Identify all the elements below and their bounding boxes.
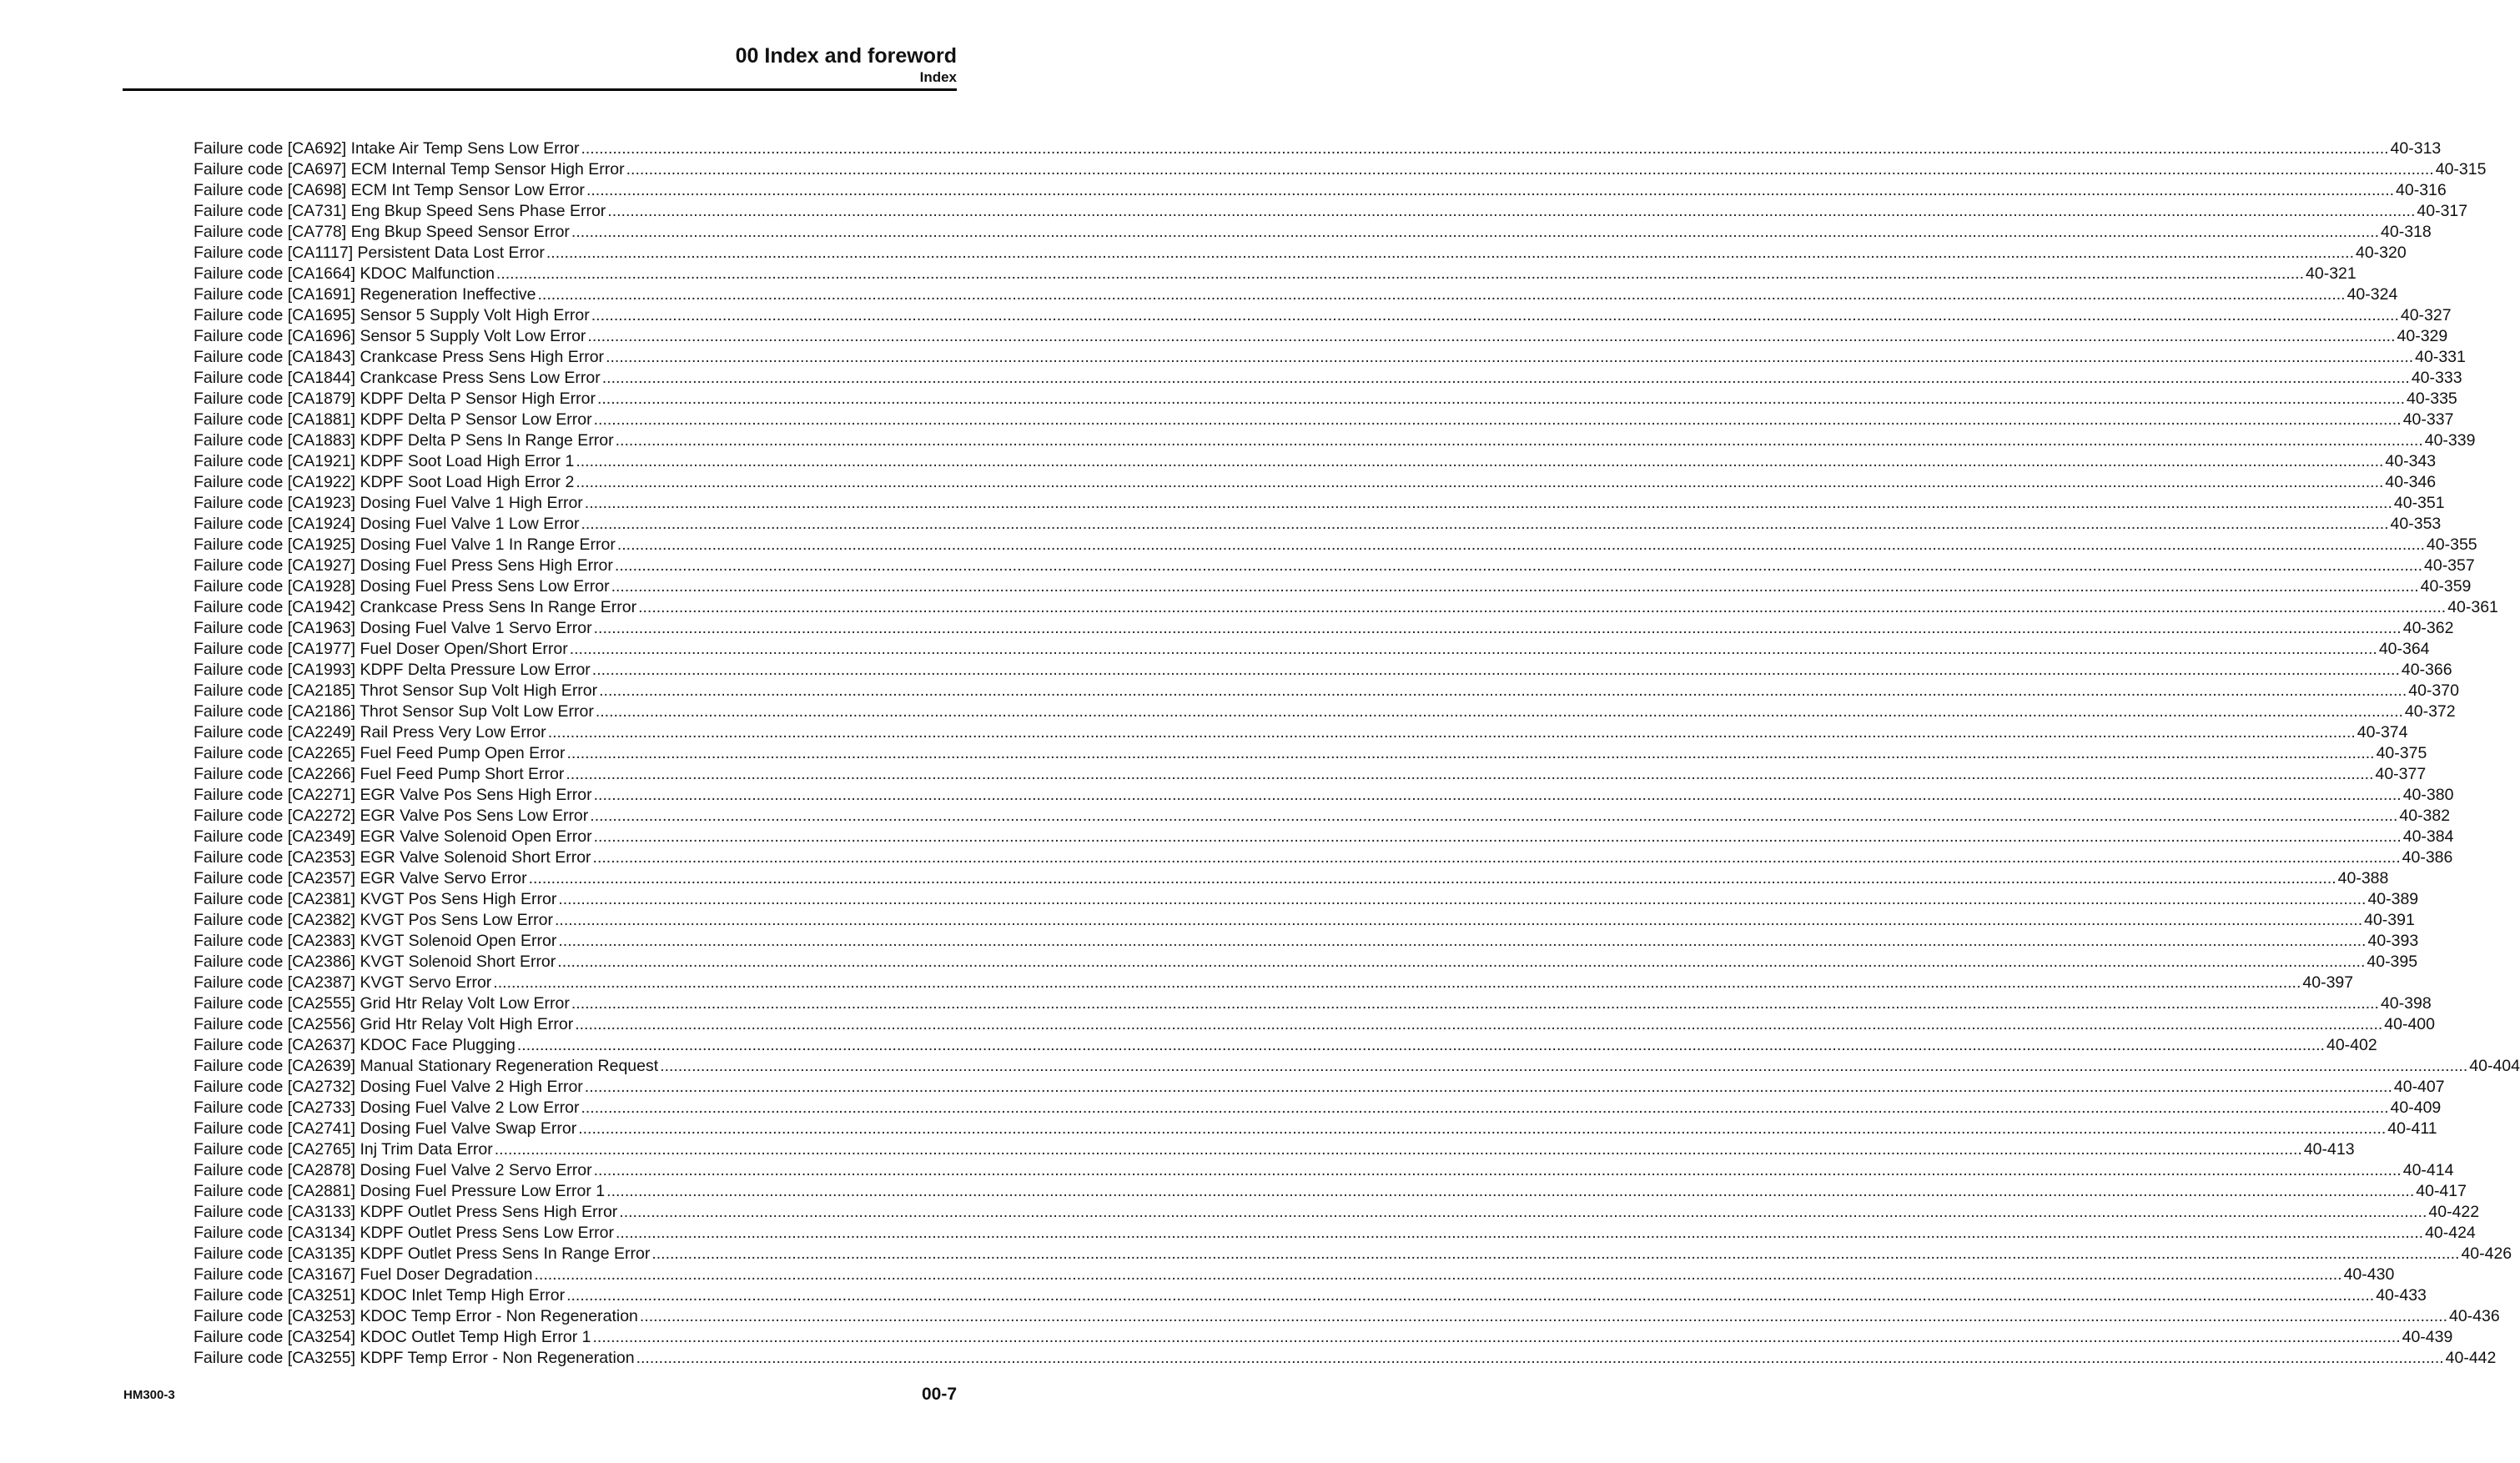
index-entry-title: Failure code [CA3135] KDPF Outlet Press Sens In Range Error xyxy=(194,1244,651,1263)
index-entry-title: Failure code [CA1993] KDPF Delta Pressure Low Error xyxy=(194,661,591,679)
index-entry-title: Failure code [CA2639] Manual Stationary Regeneration Request xyxy=(194,1057,659,1075)
index-entry-title: Failure code [CA1696] Sensor 5 Supply Volt Low Error xyxy=(194,327,586,345)
index-entry-page: 40-320 xyxy=(2355,244,2407,262)
dot-leader: ................................................................................................................................................................................................................................................................................................................................................................................................................ xyxy=(591,306,2399,324)
index-entry-title: Failure code [CA697] ECM Internal Temp Sensor High Error xyxy=(194,160,625,178)
index-entry xyxy=(194,201,2468,222)
index-entry-page: 40-316 xyxy=(2396,181,2447,199)
index-entry xyxy=(194,138,2442,159)
index-entry-page: 40-329 xyxy=(2397,327,2448,345)
index-entry-title: Failure code [CA1923] Dosing Fuel Valve 1 High Error xyxy=(194,494,583,512)
index-entry xyxy=(194,764,2427,785)
dot-leader: ................................................................................................................................................................................................................................................................................................................................................................................................................ xyxy=(590,807,2398,825)
index-entry-title: Failure code [CA2733] Dosing Fuel Valve 2 Low Error xyxy=(194,1099,580,1117)
index-entry-title: Failure code [CA1928] Dosing Fuel Press Sens Low Error xyxy=(194,577,610,596)
index-entry-page: 40-388 xyxy=(2337,869,2389,887)
section-subtitle: Index xyxy=(919,69,957,85)
index-entry xyxy=(194,973,2354,993)
index-entry-title: Failure code [CA2765] Inj Trim Data Error xyxy=(194,1140,493,1159)
index-entry-title: Failure code [CA2555] Grid Htr Relay Volt Low Error xyxy=(194,994,570,1013)
index-entry xyxy=(194,576,2472,597)
dot-leader: ................................................................................................................................................................................................................................................................................................................................................................................................................ xyxy=(581,139,2389,158)
dot-leader: ................................................................................................................................................................................................................................................................................................................................................................................................................ xyxy=(616,535,2425,554)
index-entry-title: Failure code [CA3254] KDOC Outlet Temp High Error 1 xyxy=(194,1328,591,1346)
index-entry-page: 40-393 xyxy=(2367,932,2419,950)
dot-leader: ................................................................................................................................................................................................................................................................................................................................................................................................................ xyxy=(593,786,2402,804)
index-entry-page: 40-409 xyxy=(2390,1099,2442,1117)
index-entry-title: Failure code [CA2741] Dosing Fuel Valve Swap Error xyxy=(194,1119,577,1138)
index-entry xyxy=(194,1223,2476,1244)
dot-leader: ................................................................................................................................................................................................................................................................................................................................................................................................................ xyxy=(571,994,2379,1013)
dot-leader: ................................................................................................................................................................................................................................................................................................................................................................................................................ xyxy=(566,765,2374,783)
footer-model: HM300-3 xyxy=(123,1388,175,1402)
dot-leader: ................................................................................................................................................................................................................................................................................................................................................................................................................ xyxy=(571,223,2380,241)
index-entry-page: 40-400 xyxy=(2384,1015,2435,1033)
index-entry xyxy=(194,660,2452,681)
dot-leader: ................................................................................................................................................................................................................................................................................................................................................................................................................ xyxy=(638,598,2447,616)
index-entry xyxy=(194,1119,2437,1139)
index-entry-title: Failure code [CA3134] KDPF Outlet Press Sens Low Error xyxy=(194,1224,614,1242)
dot-leader: ................................................................................................................................................................................................................................................................................................................................................................................................................ xyxy=(591,661,2400,679)
index-entry-title: Failure code [CA2382] KVGT Pos Sens Low Error xyxy=(194,911,554,929)
index-entry xyxy=(194,410,2454,430)
index-entry-title: Failure code [CA1691] Regeneration Ineffective xyxy=(194,285,536,304)
index-entry xyxy=(194,806,2451,827)
dot-leader: ................................................................................................................................................................................................................................................................................................................................................................................................................ xyxy=(566,1286,2375,1305)
index-entry xyxy=(194,1327,2453,1348)
index-entry-title: Failure code [CA2349] EGR Valve Solenoid Open Error xyxy=(194,827,592,846)
index-entry-title: Failure code [CA2387] KVGT Servo Error xyxy=(194,973,492,992)
section-title: 00 Index and foreword xyxy=(735,44,957,68)
index-entry xyxy=(194,868,2389,889)
dot-leader: ................................................................................................................................................................................................................................................................................................................................................................................................................ xyxy=(615,431,2423,450)
dot-leader: ................................................................................................................................................................................................................................................................................................................................................................................................................ xyxy=(584,494,2392,512)
dot-leader: ................................................................................................................................................................................................................................................................................................................................................................................................................ xyxy=(558,890,2367,908)
index-entry-page: 40-424 xyxy=(2425,1224,2476,1242)
index-entry-page: 40-402 xyxy=(2326,1036,2377,1054)
index-entry-page: 40-382 xyxy=(2399,807,2451,825)
index-entry-title: Failure code [CA2272] EGR Valve Pos Sens Low Error xyxy=(194,807,589,825)
index-entry-page: 40-327 xyxy=(2400,306,2452,324)
dot-leader: ................................................................................................................................................................................................................................................................................................................................................................................................................ xyxy=(593,619,2402,637)
index-entry-page: 40-377 xyxy=(2375,765,2427,783)
dot-leader: ................................................................................................................................................................................................................................................................................................................................................................................................................ xyxy=(555,911,2363,929)
index-entry xyxy=(194,952,2418,973)
index-entry-page: 40-364 xyxy=(2378,640,2430,658)
index-entry-title: Failure code [CA2357] EGR Valve Servo Error xyxy=(194,869,527,887)
dot-leader: ................................................................................................................................................................................................................................................................................................................................................................................................................ xyxy=(587,327,2396,345)
index-entry-page: 40-407 xyxy=(2393,1078,2445,1096)
index-entry-page: 40-404 xyxy=(2469,1057,2520,1075)
index-entry xyxy=(194,993,2432,1014)
index-entry-page: 40-355 xyxy=(2426,535,2477,554)
dot-leader: ................................................................................................................................................................................................................................................................................................................................................................................................................ xyxy=(596,390,2406,408)
index-entry-title: Failure code [CA1664] KDOC Malfunction xyxy=(194,264,495,283)
index-entry xyxy=(194,1035,2377,1056)
index-entry-title: Failure code [CA2386] KVGT Solenoid Short Error xyxy=(194,953,556,971)
index-entry-page: 40-366 xyxy=(2401,661,2452,679)
index-entry xyxy=(194,389,2457,410)
index-entry xyxy=(194,1014,2435,1035)
index-entry-page: 40-359 xyxy=(2420,577,2472,596)
index-entry xyxy=(194,368,2462,389)
index-entry xyxy=(194,1139,2355,1160)
dot-leader: ................................................................................................................................................................................................................................................................................................................................................................................................................ xyxy=(495,264,2305,283)
index-entry-title: Failure code [CA2556] Grid Htr Relay Volt High Error xyxy=(194,1015,574,1033)
dot-leader: ................................................................................................................................................................................................................................................................................................................................................................................................................ xyxy=(586,181,2395,199)
footer-page-number: 00-7 xyxy=(921,1385,957,1404)
index-entry xyxy=(194,472,2437,493)
index-entry-page: 40-380 xyxy=(2402,786,2454,804)
dot-leader: ................................................................................................................................................................................................................................................................................................................................................................................................................ xyxy=(546,244,2354,262)
index-entry-title: Failure code [CA731] Eng Bkup Speed Sens Phase Error xyxy=(194,202,606,220)
header-divider xyxy=(123,88,957,91)
index-entry-title: Failure code [CA2186] Throt Sensor Sup Volt Low Error xyxy=(194,702,594,721)
dot-leader: ................................................................................................................................................................................................................................................................................................................................................................................................................ xyxy=(606,1182,2415,1200)
index-entry-title: Failure code [CA1924] Dosing Fuel Valve 1 Low Error xyxy=(194,515,580,533)
index-entry-page: 40-386 xyxy=(2402,848,2453,867)
index-entry xyxy=(194,430,2476,451)
index-entry xyxy=(194,535,2477,556)
index-entry-page: 40-339 xyxy=(2424,431,2476,450)
index-entry xyxy=(194,827,2454,847)
dot-leader: ................................................................................................................................................................................................................................................................................................................................................................................................................ xyxy=(576,473,2384,491)
index-entry-title: Failure code [CA1879] KDPF Delta P Sensor High Error xyxy=(194,390,596,408)
index-entry-title: Failure code [CA1922] KDPF Soot Load High Error 2 xyxy=(194,473,575,491)
index-entry xyxy=(194,1077,2445,1098)
index-entry-title: Failure code [CA778] Eng Bkup Speed Sensor Error xyxy=(194,223,570,241)
dot-leader: ................................................................................................................................................................................................................................................................................................................................................................................................................ xyxy=(537,285,2346,304)
dot-leader: ................................................................................................................................................................................................................................................................................................................................................................................................................ xyxy=(576,452,2384,470)
index-entry-title: Failure code [CA1117] Persistent Data Lost Error xyxy=(194,244,545,262)
index-entry-page: 40-442 xyxy=(2445,1349,2497,1367)
index-entry xyxy=(194,847,2453,868)
index-entry-title: Failure code [CA698] ECM Int Temp Sensor Low Error xyxy=(194,181,585,199)
index-entry xyxy=(194,618,2454,639)
dot-leader: ................................................................................................................................................................................................................................................................................................................................................................................................................ xyxy=(614,556,2422,575)
index-entry-page: 40-384 xyxy=(2402,827,2454,846)
index-entry-page: 40-398 xyxy=(2380,994,2432,1013)
index-entry-title: Failure code [CA1843] Crankcase Press Sens High Error xyxy=(194,348,605,366)
dot-leader: ................................................................................................................................................................................................................................................................................................................................................................................................................ xyxy=(593,1161,2402,1179)
index-entry-page: 40-433 xyxy=(2376,1286,2427,1305)
index-entry-page: 40-414 xyxy=(2402,1161,2454,1179)
index-entry-title: Failure code [CA2249] Rail Press Very Low Error xyxy=(194,723,546,742)
dot-leader: ................................................................................................................................................................................................................................................................................................................................................................................................................ xyxy=(557,953,2366,971)
index-entry xyxy=(194,681,2459,701)
index-entry-page: 40-439 xyxy=(2402,1328,2453,1346)
dot-leader: ................................................................................................................................................................................................................................................................................................................................................................................................................ xyxy=(660,1057,2468,1075)
index-entry xyxy=(194,889,2419,910)
index-entry-title: Failure code [CA2637] KDOC Face Plugging xyxy=(194,1036,516,1054)
dot-leader: ................................................................................................................................................................................................................................................................................................................................................................................................................ xyxy=(578,1119,2387,1138)
index-entry-title: Failure code [CA2732] Dosing Fuel Valve 2 High Error xyxy=(194,1078,583,1096)
dot-leader: ................................................................................................................................................................................................................................................................................................................................................................................................................ xyxy=(584,1078,2392,1096)
index-entry-page: 40-397 xyxy=(2302,973,2354,992)
index-entry-title: Failure code [CA692] Intake Air Temp Sens Low Error xyxy=(194,139,580,158)
dot-leader: ................................................................................................................................................................................................................................................................................................................................................................................................................ xyxy=(636,1349,2444,1367)
index-entry xyxy=(194,1244,2512,1264)
index-entry-page: 40-317 xyxy=(2417,202,2468,220)
dot-leader: ................................................................................................................................................................................................................................................................................................................................................................................................................ xyxy=(581,515,2389,533)
dot-leader: ................................................................................................................................................................................................................................................................................................................................................................................................................ xyxy=(493,973,2301,992)
index-entry-title: Failure code [CA1844] Crankcase Press Sens Low Error xyxy=(194,369,601,387)
index-entry-page: 40-351 xyxy=(2393,494,2445,512)
index-entry xyxy=(194,910,2415,931)
index-entry xyxy=(194,451,2437,472)
index-entry-title: Failure code [CA3255] KDPF Temp Error - Non Regeneration xyxy=(194,1349,635,1367)
index-entry-title: Failure code [CA3253] KDOC Temp Error - Non Regeneration xyxy=(194,1307,638,1325)
index-entry-page: 40-395 xyxy=(2367,953,2418,971)
index-entry xyxy=(194,1181,2467,1202)
dot-leader: ................................................................................................................................................................................................................................................................................................................................................................................................................ xyxy=(516,1036,2325,1054)
index-entry xyxy=(194,1285,2427,1306)
dot-leader: ................................................................................................................................................................................................................................................................................................................................................................................................................ xyxy=(599,681,2407,700)
index-entry xyxy=(194,264,2357,284)
index-entry-title: Failure code [CA1927] Dosing Fuel Press Sens High Error xyxy=(194,556,613,575)
index-entry-page: 40-313 xyxy=(2390,139,2442,158)
dot-leader: ................................................................................................................................................................................................................................................................................................................................................................................................................ xyxy=(534,1265,2342,1284)
index-entry-page: 40-372 xyxy=(2404,702,2456,721)
index-entry xyxy=(194,722,2408,743)
dot-leader: ................................................................................................................................................................................................................................................................................................................................................................................................................ xyxy=(494,1140,2302,1159)
index-entry-title: Failure code [CA2381] KVGT Pos Sens High Error xyxy=(194,890,557,908)
index-entry xyxy=(194,180,2447,201)
index-entry xyxy=(194,1098,2442,1119)
index-entry-page: 40-417 xyxy=(2416,1182,2467,1200)
index-entry-page: 40-370 xyxy=(2408,681,2459,700)
index-entry xyxy=(194,243,2407,264)
index-entry-page: 40-391 xyxy=(2364,911,2415,929)
dot-leader: ................................................................................................................................................................................................................................................................................................................................................................................................................ xyxy=(651,1244,2460,1263)
index-entry-page: 40-343 xyxy=(2385,452,2437,470)
dot-leader: ................................................................................................................................................................................................................................................................................................................................................................................................................ xyxy=(607,202,2416,220)
dot-leader: ................................................................................................................................................................................................................................................................................................................................................................................................................ xyxy=(626,160,2434,178)
dot-leader: ................................................................................................................................................................................................................................................................................................................................................................................................................ xyxy=(619,1203,2427,1221)
index-entry xyxy=(194,326,2448,347)
index-entry xyxy=(194,556,2475,576)
index-entry xyxy=(194,284,2398,305)
index-entry-page: 40-324 xyxy=(2346,285,2398,304)
dot-leader: ................................................................................................................................................................................................................................................................................................................................................................................................................ xyxy=(575,1015,2383,1033)
index-entry xyxy=(194,1056,2520,1077)
index-entry-title: Failure code [CA1883] KDPF Delta P Sens In Range Error xyxy=(194,431,614,450)
index-entry-page: 40-321 xyxy=(2306,264,2357,283)
dot-leader: ................................................................................................................................................................................................................................................................................................................................................................................................................ xyxy=(581,1099,2389,1117)
index-entry xyxy=(194,493,2445,514)
dot-leader: ................................................................................................................................................................................................................................................................................................................................................................................................................ xyxy=(601,369,2410,387)
index-entry-page: 40-413 xyxy=(2303,1140,2355,1159)
index-entry xyxy=(194,743,2427,764)
index-entry-title: Failure code [CA1942] Crankcase Press Sens In Range Error xyxy=(194,598,637,616)
index-entry xyxy=(194,639,2430,660)
index-entry xyxy=(194,785,2454,806)
index-entry xyxy=(194,1348,2497,1369)
index-entry-title: Failure code [CA2878] Dosing Fuel Valve 2 Servo Error xyxy=(194,1161,592,1179)
index-entry xyxy=(194,1264,2395,1285)
index-entry xyxy=(194,514,2442,535)
index-entry-page: 40-331 xyxy=(2415,348,2466,366)
index-entry xyxy=(194,222,2432,243)
dot-leader: ................................................................................................................................................................................................................................................................................................................................................................................................................ xyxy=(593,827,2402,846)
dot-leader: ................................................................................................................................................................................................................................................................................................................................................................................................................ xyxy=(593,410,2402,429)
index-entry xyxy=(194,305,2452,326)
dot-leader: ................................................................................................................................................................................................................................................................................................................................................................................................................ xyxy=(558,932,2367,950)
index-entry-page: 40-411 xyxy=(2387,1119,2437,1138)
index-entry-title: Failure code [CA2266] Fuel Feed Pump Short Error xyxy=(194,765,565,783)
dot-leader: ................................................................................................................................................................................................................................................................................................................................................................................................................ xyxy=(528,869,2336,887)
index-entry-title: Failure code [CA2265] Fuel Feed Pump Open Error xyxy=(194,744,566,762)
dot-leader: ................................................................................................................................................................................................................................................................................................................................................................................................................ xyxy=(592,848,2401,867)
index-entry xyxy=(194,1306,2500,1327)
index-entry-page: 40-361 xyxy=(2447,598,2498,616)
dot-leader: ................................................................................................................................................................................................................................................................................................................................................................................................................ xyxy=(592,1328,2401,1346)
index-entry-page: 40-430 xyxy=(2343,1265,2395,1284)
index-entry-page: 40-357 xyxy=(2424,556,2475,575)
index-entry-page: 40-315 xyxy=(2435,160,2487,178)
index-entry-page: 40-337 xyxy=(2402,410,2454,429)
index-entry-title: Failure code [CA1925] Dosing Fuel Valve 1 In Range Error xyxy=(194,535,616,554)
index-list xyxy=(194,138,2520,1369)
index-entry-page: 40-362 xyxy=(2402,619,2454,637)
index-entry-title: Failure code [CA1963] Dosing Fuel Valve 1 Servo Error xyxy=(194,619,592,637)
index-entry-title: Failure code [CA3251] KDOC Inlet Temp High Error xyxy=(194,1286,566,1305)
index-entry-title: Failure code [CA1921] KDPF Soot Load High Error 1 xyxy=(194,452,575,470)
index-entry-title: Failure code [CA2353] EGR Valve Solenoid Short Error xyxy=(194,848,591,867)
index-entry-title: Failure code [CA1695] Sensor 5 Supply Volt High Error xyxy=(194,306,590,324)
dot-leader: ................................................................................................................................................................................................................................................................................................................................................................................................................ xyxy=(606,348,2414,366)
index-entry-page: 40-335 xyxy=(2407,390,2457,408)
dot-leader: ................................................................................................................................................................................................................................................................................................................................................................................................................ xyxy=(547,723,2356,742)
index-entry-page: 40-389 xyxy=(2367,890,2419,908)
index-entry-page: 40-436 xyxy=(2448,1307,2500,1325)
index-entry-page: 40-374 xyxy=(2357,723,2408,742)
index-entry-page: 40-346 xyxy=(2385,473,2437,491)
index-entry-title: Failure code [CA2881] Dosing Fuel Pressure Low Error 1 xyxy=(194,1182,606,1200)
index-entry-page: 40-422 xyxy=(2428,1203,2480,1221)
index-entry xyxy=(194,931,2419,952)
index-entry xyxy=(194,159,2487,180)
index-entry-page: 40-318 xyxy=(2381,223,2432,241)
index-entry xyxy=(194,1202,2480,1223)
index-entry-page: 40-426 xyxy=(2461,1244,2512,1263)
dot-leader: ................................................................................................................................................................................................................................................................................................................................................................................................................ xyxy=(595,702,2403,721)
index-entry-page: 40-333 xyxy=(2411,369,2462,387)
dot-leader: ................................................................................................................................................................................................................................................................................................................................................................................................................ xyxy=(615,1224,2424,1242)
index-entry-title: Failure code [CA2271] EGR Valve Pos Sens High Error xyxy=(194,786,592,804)
index-entry xyxy=(194,1160,2454,1181)
index-entry-title: Failure code [CA3133] KDPF Outlet Press Sens High Error xyxy=(194,1203,618,1221)
dot-leader: ................................................................................................................................................................................................................................................................................................................................................................................................................ xyxy=(639,1307,2447,1325)
dot-leader: ................................................................................................................................................................................................................................................................................................................................................................................................................ xyxy=(566,744,2375,762)
index-entry-title: Failure code [CA2185] Throt Sensor Sup Volt High Error xyxy=(194,681,598,700)
dot-leader: ................................................................................................................................................................................................................................................................................................................................................................................................................ xyxy=(569,640,2377,658)
index-entry-title: Failure code [CA2383] KVGT Solenoid Open Error xyxy=(194,932,557,950)
index-entry xyxy=(194,347,2466,368)
index-entry-title: Failure code [CA3167] Fuel Doser Degradation xyxy=(194,1265,533,1284)
dot-leader: ................................................................................................................................................................................................................................................................................................................................................................................................................ xyxy=(611,577,2419,596)
index-entry-page: 40-375 xyxy=(2376,744,2427,762)
index-entry-page: 40-353 xyxy=(2390,515,2442,533)
index-entry-title: Failure code [CA1881] KDPF Delta P Sensor Low Error xyxy=(194,410,592,429)
index-entry xyxy=(194,597,2498,618)
index-entry xyxy=(194,701,2456,722)
index-entry-title: Failure code [CA1977] Fuel Doser Open/Short Error xyxy=(194,640,568,658)
